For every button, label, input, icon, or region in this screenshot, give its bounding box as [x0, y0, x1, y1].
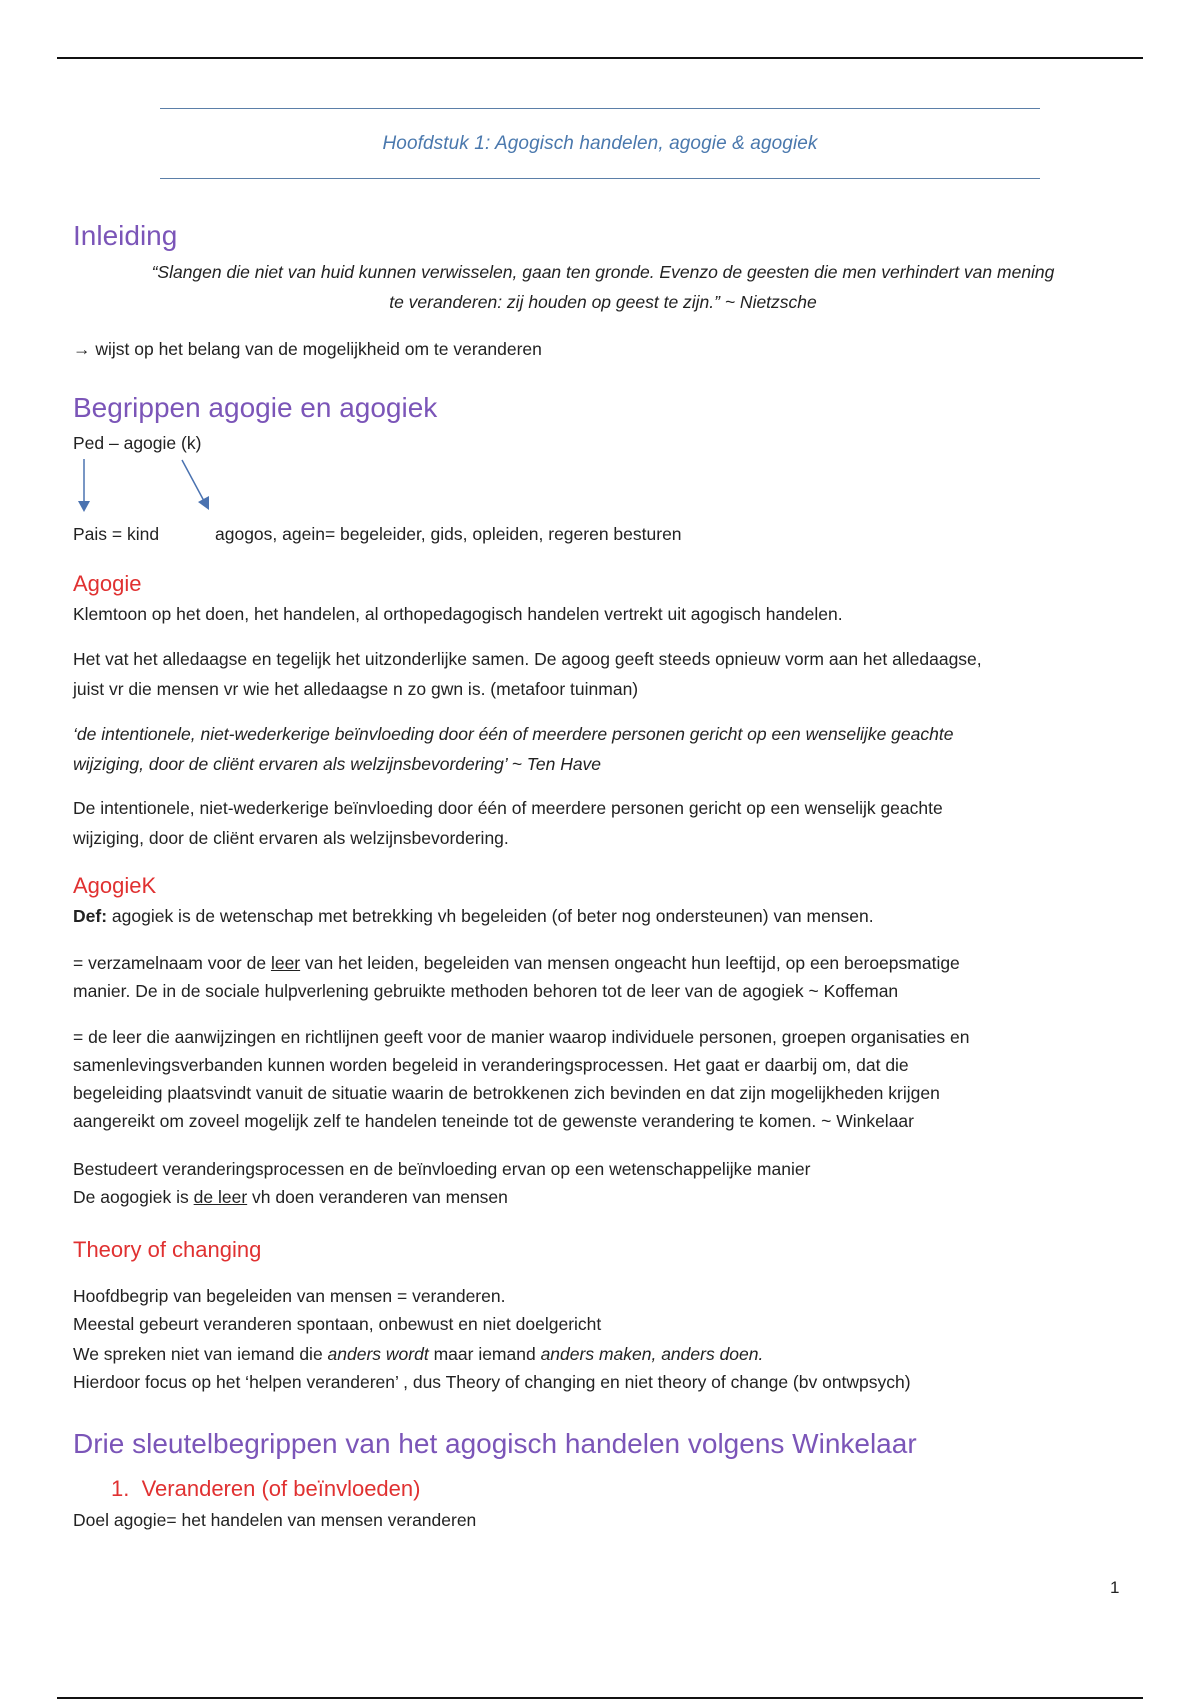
theory-line3-italic-anders-maken: anders maken, anders doen.: [540, 1344, 764, 1364]
page-number: 1: [1110, 1578, 1120, 1597]
agogie-p2-line1: Het vat het alledaagse en tegelijk het uitzonderlijke samen. De agoog geeft steeds opnieuw vorm aan het alledaagse,: [73, 649, 982, 669]
agogiek-koffeman-line2: manier. De in de sociale hulpverlening gebruikte methoden behoren tot de leer van de agogiek ~ Koffeman: [73, 981, 899, 1001]
theory-line1: Hoofdbegrip van begeleiden van mensen = veranderen.: [73, 1286, 506, 1306]
theory-line4: Hierdoor focus op het ‘helpen veranderen’ , dus Theory of changing en niet theory of change (bv ontwpsych): [73, 1372, 911, 1392]
definition-text: agogiek is de wetenschap met betrekking vh begeleiden (of beter nog ondersteunen) van mensen.: [107, 906, 874, 926]
chapter-rule-bottom: [160, 178, 1040, 179]
page-top-rule: [57, 57, 1143, 59]
chapter-rule-top: [160, 108, 1040, 109]
heading-agogie: Agogie: [73, 571, 142, 596]
list-item-number: 1.: [111, 1476, 130, 1501]
inleiding-note: → wijst op het belang van de mogelijkheid om te veranderen: [73, 339, 542, 359]
p4-rest: vh doen veranderen van mensen: [247, 1187, 508, 1207]
etymology-arrows: [73, 455, 223, 515]
agogiek-koffeman-line1: [73, 949, 960, 978]
page-bottom-rule: [57, 1697, 1143, 1699]
agogiek-winkelaar-line1: = de leer die aanwijzingen en richtlijnen geeft voor de manier waarop individuele personen, groepen organisaties en: [73, 1027, 970, 1047]
etymology-pais: Pais = kind: [73, 524, 160, 544]
heading-theory-of-changing: Theory of changing: [73, 1237, 262, 1262]
agogie-ten-have-line2: wijziging, door de cliënt ervaren als welzijnsbevordering’ ~ Ten Have: [73, 754, 602, 774]
etymology-agogos: agogos, agein= begeleider, gids, opleiden, regeren besturen: [215, 524, 682, 544]
agogie-p1: Klemtoon op het doen, het handelen, al orthopedagogisch handelen vertrekt uit agogisch handelen.: [73, 604, 843, 624]
agogie-ten-have-line1: ‘de intentionele, niet-wederkerige beïnvloeding door één of meerdere personen gericht op een wenselijke geachte: [73, 724, 954, 744]
p4-underlined-de-leer: de leer: [193, 1187, 248, 1207]
agogie-p2-line2: juist vr die mensen vr wie het alledaagse n zo gwn is. (metafoor tuinman): [73, 679, 639, 699]
definition-label: Def:: [73, 906, 108, 926]
theory-line3: [73, 1340, 763, 1369]
theory-line3-italic-anders-wordt: anders wordt: [327, 1344, 429, 1364]
arrow-diagonal-right: [182, 460, 204, 501]
koffeman-prefix: = verzamelnaam voor de: [73, 953, 271, 973]
list-item-title: Veranderen (of beïnvloeden): [141, 1476, 421, 1501]
arrow-head-right: [198, 496, 209, 510]
nietzsche-quote-line-1: “Slangen die niet van huid kunnen verwisselen, gaan ten gronde. Evenzo de geesten die men verhindert van mening: [151, 262, 1055, 282]
agogiek-p4-line1: Bestudeert veranderingsprocessen en de beïnvloeding ervan op een wetenschappelijke manier: [73, 1159, 811, 1179]
agogie-p4-line1: De intentionele, niet-wederkerige beïnvloeding door één of meerdere personen gericht op een wenselijk geachte: [73, 798, 943, 818]
theory-line3-a: We spreken niet van iemand die: [73, 1344, 328, 1364]
agogiek-p4-line2: [73, 1183, 508, 1212]
chapter-title: Hoofdstuk 1: Agogisch handelen, agogie & agogiek: [382, 133, 818, 154]
heading-agogiek: AgogieK: [73, 873, 157, 898]
arrow-head-left: [78, 501, 90, 512]
koffeman-underlined-leer: leer: [270, 953, 301, 973]
etymology-top: Ped – agogie (k): [73, 433, 202, 453]
theory-line2: Meestal gebeurt veranderen spontaan, onbewust en niet doelgericht: [73, 1314, 602, 1334]
agogiek-definition: [73, 902, 874, 931]
heading-inleiding: Inleiding: [73, 220, 178, 251]
agogiek-winkelaar-line3: begeleiding plaatsvindt vanuit de situatie waarin de betrokkenen zich bevinden en dat zijn mogelijkheden krijgen: [73, 1083, 940, 1103]
theory-line3-c: maar iemand: [428, 1344, 541, 1364]
list-item-1-text: Doel agogie= het handelen van mensen veranderen: [73, 1510, 477, 1530]
koffeman-rest: van het leiden, begeleiden van mensen ongeacht hun leeftijd, op een beroepsmatige: [300, 953, 960, 973]
agogie-p4-line2: wijziging, door de cliënt ervaren als welzijnsbevordering.: [73, 828, 509, 848]
p4-prefix: De aogogiek is: [73, 1187, 194, 1207]
nietzsche-quote-line-2: te veranderen: zij houden op geest te zijn.” ~ Nietzsche: [389, 292, 817, 312]
heading-begrippen: Begrippen agogie en agogiek: [73, 392, 438, 423]
agogiek-winkelaar-line4: aangereikt om zoveel mogelijk zelf te handelen teneinde tot de gewenste verandering te komen. ~ Winkelaar: [73, 1111, 914, 1131]
list-item-1: [111, 1476, 420, 1502]
agogiek-winkelaar-line2: samenlevingsverbanden kunnen worden begeleid in veranderingsprocessen. Het gaat er daarbij om, dat die: [73, 1055, 909, 1075]
heading-drie-sleutelbegrippen: Drie sleutelbegrippen van het agogisch handelen volgens Winkelaar: [73, 1428, 917, 1459]
